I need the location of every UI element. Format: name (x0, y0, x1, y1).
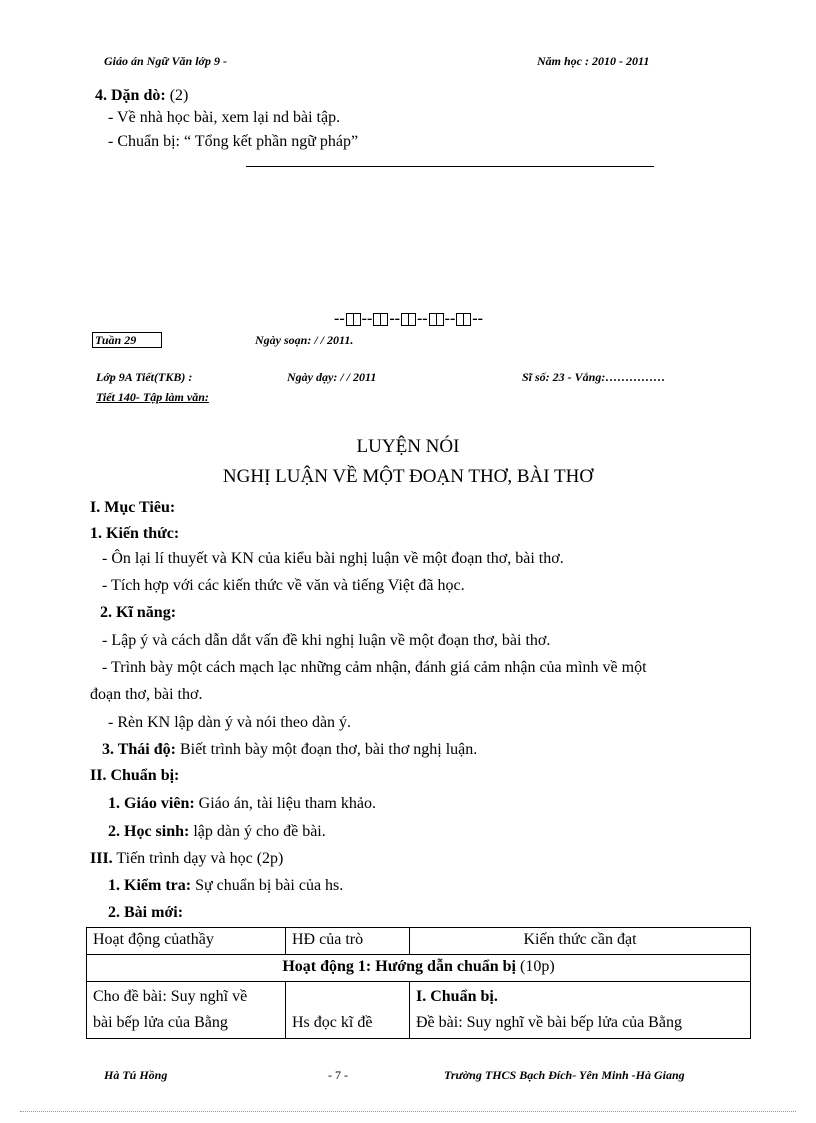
student-prep (108, 822, 326, 842)
book-icon (346, 313, 361, 326)
activity-time: (10p) (519, 958, 555, 975)
activity-row (87, 955, 751, 982)
table-header-student: HĐ của trò (286, 928, 410, 955)
process-heading (90, 849, 283, 869)
homework-heading (95, 86, 188, 106)
check-line (108, 876, 343, 896)
period-label: Tiết 140- Tập làm văn: (96, 390, 209, 404)
table-row (87, 955, 751, 982)
student-prep-title: 2. Học sinh: (108, 823, 190, 840)
student-cell: Hs đọc kĩ đề (286, 982, 410, 1039)
table-header-knowledge: Kiến thức cần đạt (410, 928, 751, 955)
attitude-text: Biết trình bày một đoạn thơ, bài thơ nghị luận. (179, 741, 478, 758)
page-bottom-border (20, 1111, 796, 1112)
class-period: Lớp 9A Tiết(TKB) : (96, 370, 193, 384)
footer-right: Trường THCS Bạch Đích- Yên Minh -Hà Giang (444, 1068, 685, 1082)
teacher-prep-text: Giáo án, tài liệu tham khảo. (198, 795, 376, 812)
objectives-heading: I. Mục Tiêu: (90, 499, 176, 516)
homework-time: (2) (169, 87, 189, 104)
skills-item-2-cont: đoạn thơ, bài thơ. (90, 686, 203, 703)
skills-item-2: - Trình bày một cách mạch lạc những cảm nhận, đánh giá cảm nhận của mình về một (102, 659, 647, 676)
attitude-title: 3. Thái độ: (102, 741, 176, 758)
student-prep-text: lập dàn ý cho đề bài. (193, 823, 326, 840)
separator-dash: -- (334, 310, 345, 327)
footer-left: Hà Tú Hồng (104, 1068, 168, 1082)
teach-date: Ngày dạy: / / 2011 (287, 370, 377, 384)
knowledge-cell (410, 982, 751, 1039)
attitude-line (102, 740, 477, 760)
table-row (87, 982, 751, 1039)
new-lesson-heading: 2. Bài mới: (108, 904, 184, 921)
activity-title: Hoạt động 1: Hướng dẫn chuẩn bị (282, 958, 516, 975)
teacher-cell-line-2: bài bếp lửa của Bằng (93, 1014, 228, 1031)
book-separator: -- -- -- -- -- -- (334, 310, 483, 327)
knowledge-cell-line: Đề bài: Suy nghĩ về bài bếp lửa của Bằng (416, 1014, 682, 1031)
table-header-teacher: Hoạt động củathầy (87, 928, 286, 955)
book-icon (429, 313, 444, 326)
book-icon (373, 313, 388, 326)
process-heading-text: Tiến trình dạy và học (2p) (116, 850, 284, 867)
lesson-table (86, 927, 751, 1039)
homework-line-1: - Về nhà học bài, xem lại nd bài tập. (108, 109, 341, 126)
table-header-row (87, 928, 751, 955)
lesson-title-2: NGHỊ LUẬN VỀ MỘT ĐOẠN THƠ, BÀI THƠ (222, 466, 594, 487)
skills-heading: 2. Kĩ năng: (100, 604, 177, 621)
check-title: 1. Kiểm tra: (108, 877, 192, 894)
prep-date: Ngày soạn: / / 2011. (255, 333, 354, 347)
header-left: Giáo án Ngữ Văn lớp 9 - (104, 54, 227, 68)
teacher-cell-line-1: Cho đề bài: Suy nghĩ về (93, 988, 248, 1005)
knowledge-cell-title: I. Chuẩn bị. (416, 988, 498, 1005)
separator-end: -- (472, 310, 483, 327)
attendance: Sĩ số: 23 - Vắng:…………… (522, 370, 666, 384)
skills-item-3: - Rèn KN lập dàn ý và nói theo dàn ý. (108, 714, 352, 731)
skills-item-1: - Lập ý và cách dẫn dắt vấn đề khi nghị luận về một đoạn thơ, bài thơ. (102, 632, 551, 649)
header-right: Năm học : 2010 - 2011 (537, 54, 650, 68)
book-icon (456, 313, 471, 326)
week-box: Tuần 29 (92, 332, 162, 348)
page-number: - 7 - (328, 1068, 348, 1082)
preparation-heading: II. Chuẩn bị: (90, 767, 180, 784)
teacher-prep (108, 794, 376, 814)
teacher-prep-title: 1. Giáo viên: (108, 795, 195, 812)
check-text: Sự chuẩn bị bài của hs. (195, 877, 344, 894)
lesson-title-1: LUYỆN NÓI (356, 436, 460, 457)
knowledge-item-2: - Tích hợp với các kiến thức về văn và tiếng Việt đã học. (102, 577, 465, 594)
homework-line-2: - Chuẩn bị: “ Tổng kết phần ngữ pháp” (108, 133, 359, 150)
process-heading-num: III. (90, 850, 113, 867)
book-icon (401, 313, 416, 326)
knowledge-heading: 1. Kiến thức: (90, 525, 180, 542)
homework-title: 4. Dặn dò: (95, 87, 166, 104)
knowledge-item-1: - Ôn lại lí thuyết và KN của kiểu bài nghị luận về một đoạn thơ, bài thơ. (102, 550, 564, 567)
teacher-cell (87, 982, 286, 1039)
section-divider (246, 166, 654, 167)
